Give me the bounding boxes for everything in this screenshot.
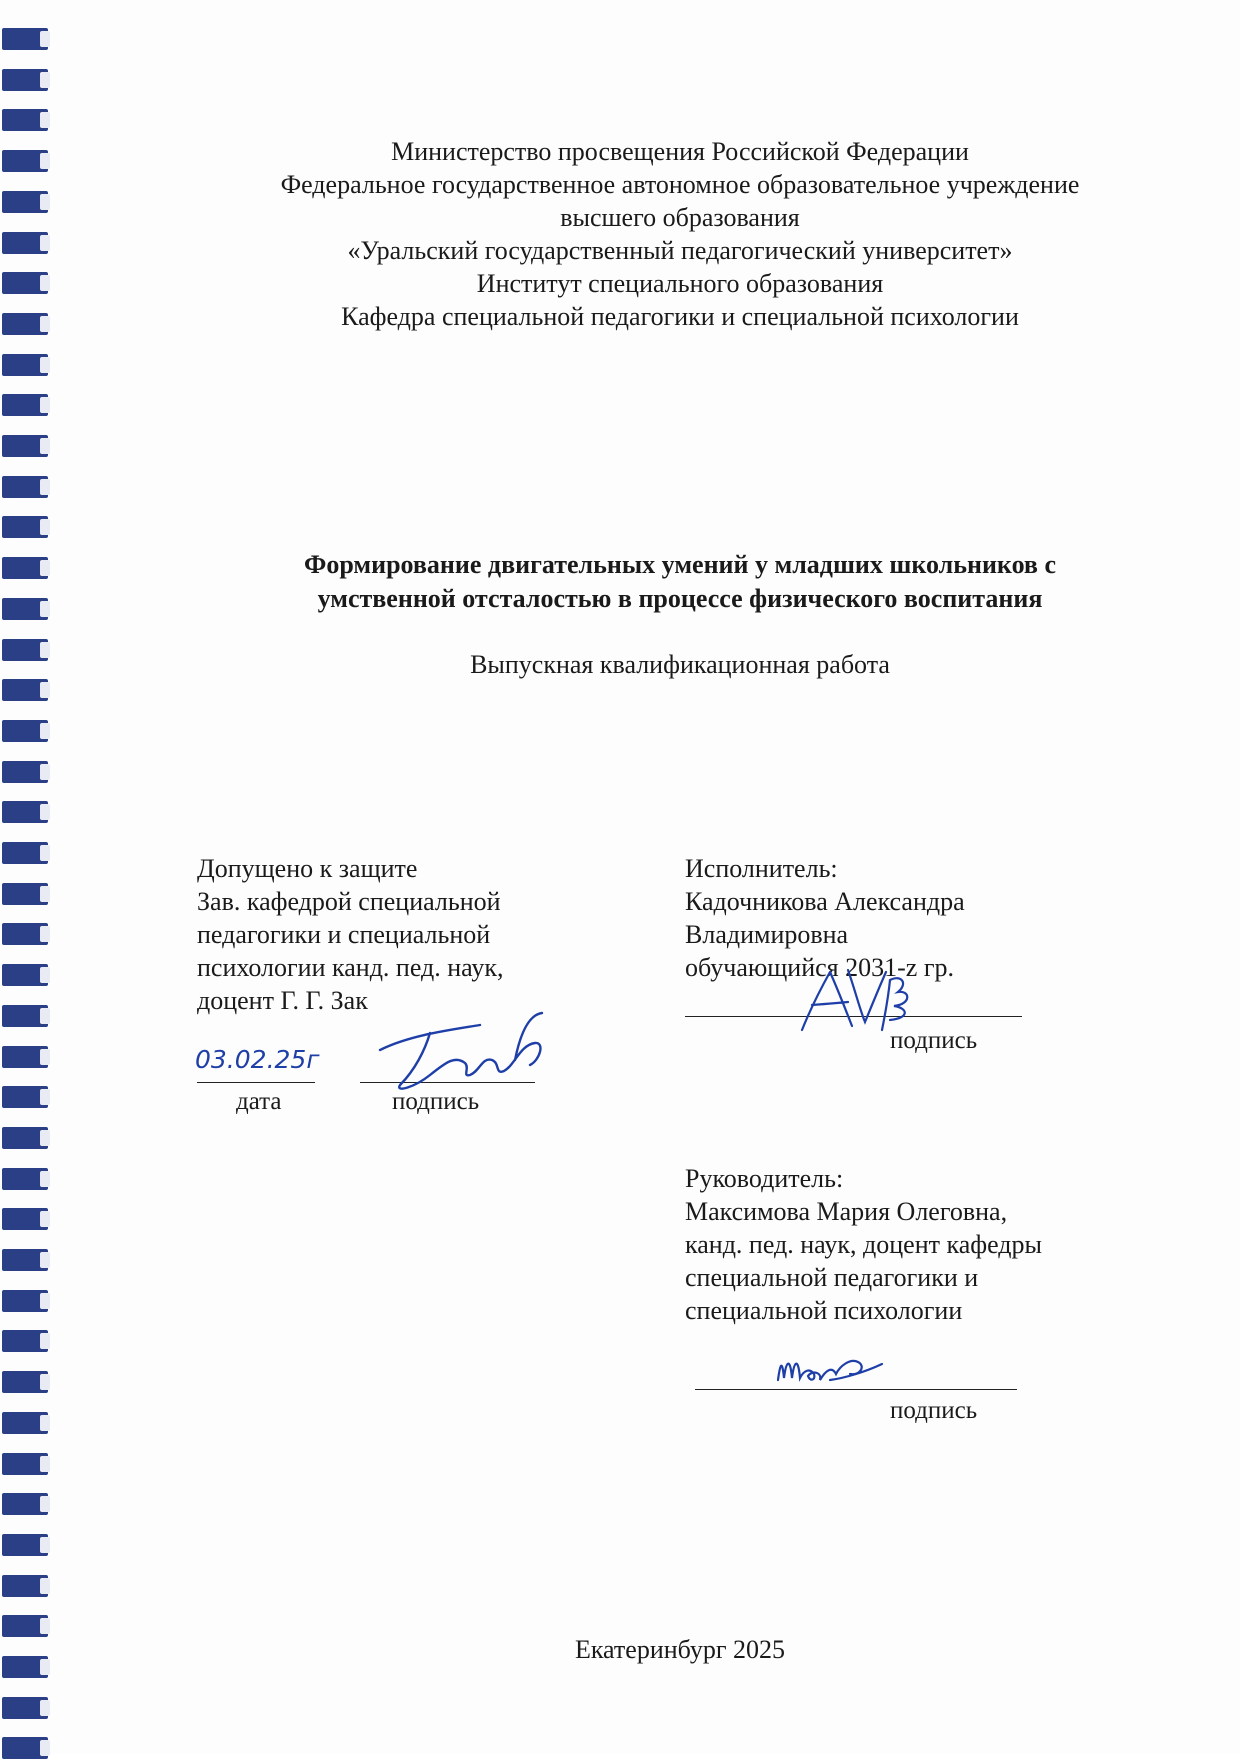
binding-hole (2, 801, 48, 823)
binding-hole (2, 1371, 48, 1393)
binding-hole (2, 1086, 48, 1108)
ministry-line: Министерство просвещения Российской Федерации (391, 137, 969, 166)
executor-signature-caption: подпись (890, 1027, 978, 1054)
binding-hole (2, 1168, 48, 1190)
supervisor-block (685, 1162, 1042, 1327)
binding-hole (2, 435, 48, 457)
binding-hole (2, 557, 48, 579)
binding-hole (2, 313, 48, 335)
binding-hole (2, 1290, 48, 1312)
head-position-line-2: педагогики и специальной (197, 920, 491, 949)
binding-hole (2, 1249, 48, 1271)
binding-hole (2, 109, 48, 131)
thesis-title-line-2: умственной отсталостью в процессе физического воспитания (317, 584, 1043, 613)
department-line: Кафедра специальной педагогики и специальной психологии (341, 302, 1019, 331)
binding-hole (2, 720, 48, 742)
executor-group: обучающийся 2031-z гр. (685, 953, 954, 982)
binding-hole (2, 1208, 48, 1230)
head-signature-caption: подпись (392, 1088, 480, 1115)
binding-hole (2, 516, 48, 538)
executor-label: Исполнитель: (685, 854, 838, 883)
binding-hole (2, 883, 48, 905)
binding-hole (2, 191, 48, 213)
binding-hole (2, 1737, 48, 1759)
binding-hole (2, 679, 48, 701)
head-signature (370, 1005, 570, 1100)
binding-hole (2, 761, 48, 783)
institution-line: Федеральное государственное автономное образовательное учреждение (280, 170, 1080, 199)
binding-hole (2, 1575, 48, 1597)
admission-block (197, 852, 504, 1017)
spiral-binding (0, 0, 60, 1754)
executor-name-line-1: Кадочникова Александра (685, 887, 965, 916)
binding-hole (2, 1412, 48, 1434)
binding-hole (2, 639, 48, 661)
supervisor-position-line-3: специальной психологии (685, 1296, 963, 1325)
admission-label: Допущено к защите (197, 854, 418, 883)
binding-hole (2, 1005, 48, 1027)
binding-hole (2, 394, 48, 416)
supervisor-label: Руководитель: (685, 1164, 844, 1193)
binding-hole (2, 1534, 48, 1556)
binding-hole (2, 598, 48, 620)
supervisor-position-line-1: канд. пед. наук, доцент кафедры (685, 1230, 1043, 1259)
binding-hole (2, 69, 48, 91)
binding-hole (2, 1330, 48, 1352)
binding-hole (2, 1697, 48, 1719)
head-name: доцент Г. Г. Зак (197, 986, 368, 1015)
binding-hole (2, 1046, 48, 1068)
binding-hole (2, 923, 48, 945)
binding-hole (2, 28, 48, 50)
supervisor-name: Максимова Мария Олеговна, (685, 1197, 1008, 1226)
supervisor-position-line-2: специальной педагогики и (685, 1263, 979, 1292)
binding-hole (2, 964, 48, 986)
binding-hole (2, 1127, 48, 1149)
supervisor-signature (770, 1340, 890, 1400)
institute-line: Институт специального образования (476, 269, 884, 298)
supervisor-signature-caption: подпись (890, 1397, 978, 1424)
city-year: Екатеринбург 2025 (574, 1635, 786, 1664)
binding-hole (2, 272, 48, 294)
handwritten-date: 03.02.25г (195, 1045, 320, 1074)
binding-hole (2, 476, 48, 498)
university-line: «Уральский государственный педагогический университет» (347, 236, 1013, 265)
binding-hole (2, 842, 48, 864)
head-position-line-3: психологии канд. пед. наук, (197, 953, 504, 982)
binding-hole (2, 1615, 48, 1637)
header-block (140, 135, 1220, 333)
head-position-line-1: Зав. кафедрой специальной (197, 887, 501, 916)
thesis-title (140, 548, 1220, 616)
thesis-title-line-1: Формирование двигательных умений у младших школьников с (303, 550, 1057, 579)
binding-hole (2, 1656, 48, 1678)
binding-hole (2, 1493, 48, 1515)
binding-hole (2, 1453, 48, 1475)
executor-name-line-2: Владимировна (685, 920, 849, 949)
binding-hole (2, 150, 48, 172)
work-type: Выпускная квалификационная работа (470, 650, 890, 679)
date-line (197, 1082, 315, 1083)
binding-hole (2, 354, 48, 376)
date-caption: дата (236, 1088, 282, 1115)
binding-hole (2, 232, 48, 254)
education-level-line: высшего образования (560, 203, 800, 232)
